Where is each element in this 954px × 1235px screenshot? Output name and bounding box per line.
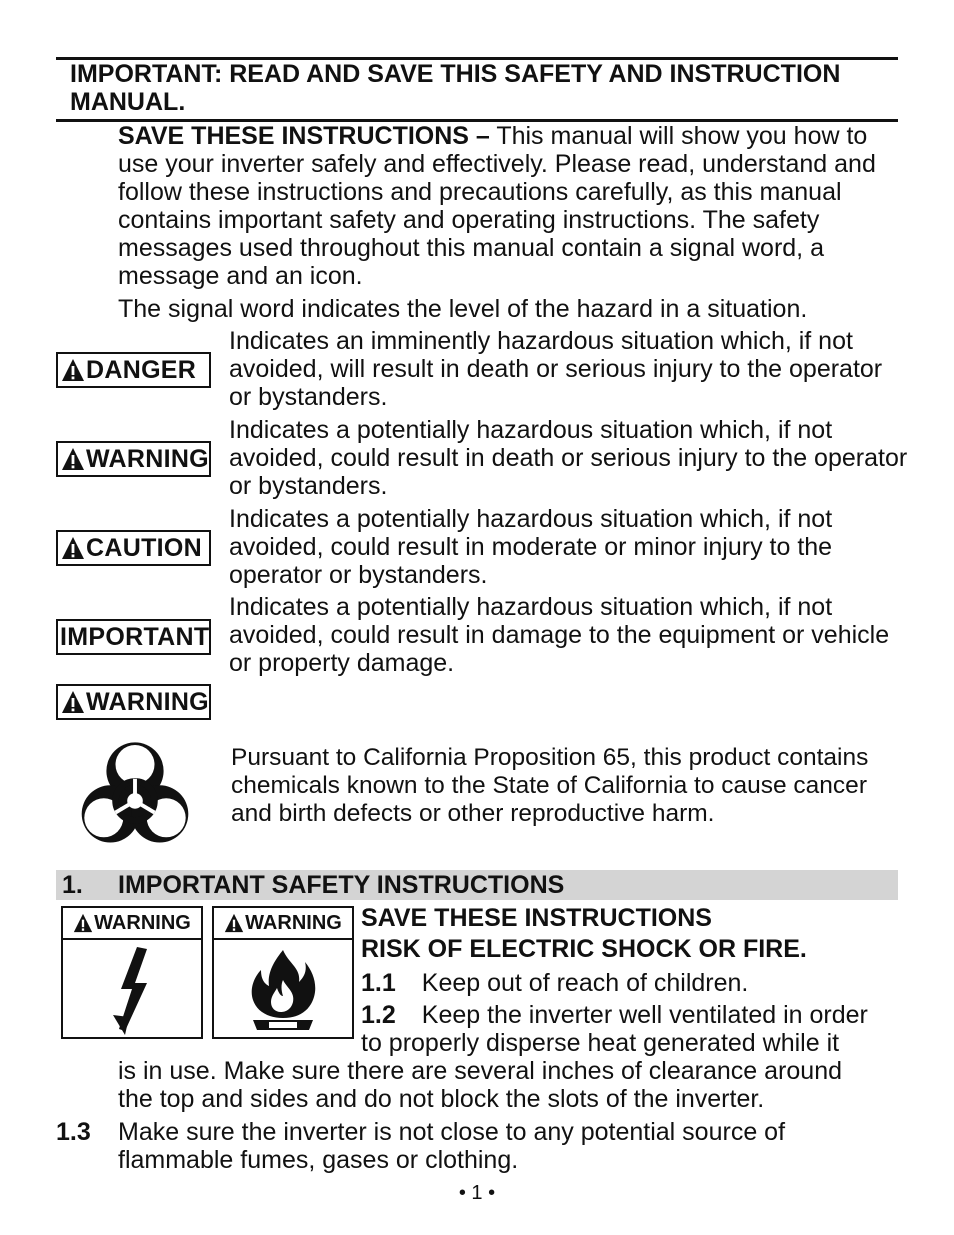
section-number: 1. [62,871,83,899]
intro-paragraph [118,122,908,290]
biohazard-icon [66,732,204,862]
shock-warning-label [63,908,201,940]
item-1-2-line-3: is in use. Make sure there are several inches of clearance around [118,1057,842,1085]
important-definition: Indicates a potentially hazardous situation which, if not avoided, could result in damage to the equipment or vehicle or property damage. [229,593,890,677]
warning-label-text: WARNING [86,444,209,473]
danger-definition: Indicates an imminently hazardous situation which, if not avoided, will result in death or serious injury to the operator or bystanders. [229,327,883,411]
warning-triangle-icon [61,690,85,714]
shock-warning-box [61,906,203,1039]
warning-triangle-icon [61,358,85,382]
caution-definition: Indicates a potentially hazardous situation which, if not avoided, could result in moderate or minor injury to the operator or bystanders. [229,505,833,589]
danger-label-text: DANGER [86,355,197,384]
caution-label [56,530,211,566]
item-text: Keep out of reach of children. [421,969,749,997]
electric-shock-icon [107,945,157,1035]
item-number: 1.2 [361,1001,396,1029]
item-text: Keep the inverter well ventilated in order [421,1001,868,1029]
prop65-warning-label [56,684,211,720]
warning-triangle-icon [61,447,85,471]
prop65-text: Pursuant to California Proposition 65, this product contains chemicals known to the State of California to cause cancer and birth defects or other reproductive harm. [231,744,869,827]
save-instructions-heading: SAVE THESE INSTRUCTIONS [361,904,712,932]
risk-heading: RISK OF ELECTRIC SHOCK OR FIRE. [361,935,807,963]
section-title: IMPORTANT SAFETY INSTRUCTIONS [118,871,565,899]
item-1-3-line-2: flammable fumes, gases or clothing. [118,1146,519,1174]
section-heading [56,870,898,900]
fire-warning-box [212,906,354,1039]
item-1-3-line-1: Make sure the inverter is not close to any potential source of [118,1118,786,1146]
fire-warning-label [214,908,352,940]
caution-label-text: CAUTION [86,533,202,562]
fire-label-text: WARNING [245,911,342,934]
danger-label [56,352,211,388]
item-1-1 [361,969,901,997]
item-1-3-number: 1.3 [56,1118,91,1146]
warning-triangle-icon [73,913,93,933]
warning-triangle-icon [224,913,244,933]
item-1-2-line-2: to properly disperse heat generated while it [361,1029,840,1057]
intro-text: This manual will show you how to use your inverter safely and effectively. Please read, understand and follow these instructions and precautions carefully, as this manual contains important safety and operating instructions. The safety messages used throughout this manual contain a signal word, a message and an icon. [118,122,876,290]
manual-header-title: IMPORTANT: READ AND SAVE THIS SAFETY AND INSTRUCTION MANUAL. [70,60,841,116]
item-1-2-line-4: the top and sides and do not block the slots of the inverter. [118,1085,765,1113]
signal-word-intro: The signal word indicates the level of the hazard in a situation. [118,295,808,323]
item-1-2-line-1 [361,1001,906,1029]
intro-lead: SAVE THESE INSTRUCTIONS – [118,122,490,150]
page-number: • 1 • [458,1182,496,1204]
prop65-label-text: WARNING [86,687,209,716]
important-label [56,619,211,655]
item-number: 1.1 [361,969,396,997]
important-label-text: IMPORTANT [60,622,210,651]
warning-definition: Indicates a potentially hazardous situation which, if not avoided, could result in death or serious injury to the operator or bystanders. [229,416,908,500]
shock-label-text: WARNING [94,911,191,934]
warning-label [56,441,211,477]
fire-icon [245,946,321,1034]
warning-triangle-icon [61,536,85,560]
